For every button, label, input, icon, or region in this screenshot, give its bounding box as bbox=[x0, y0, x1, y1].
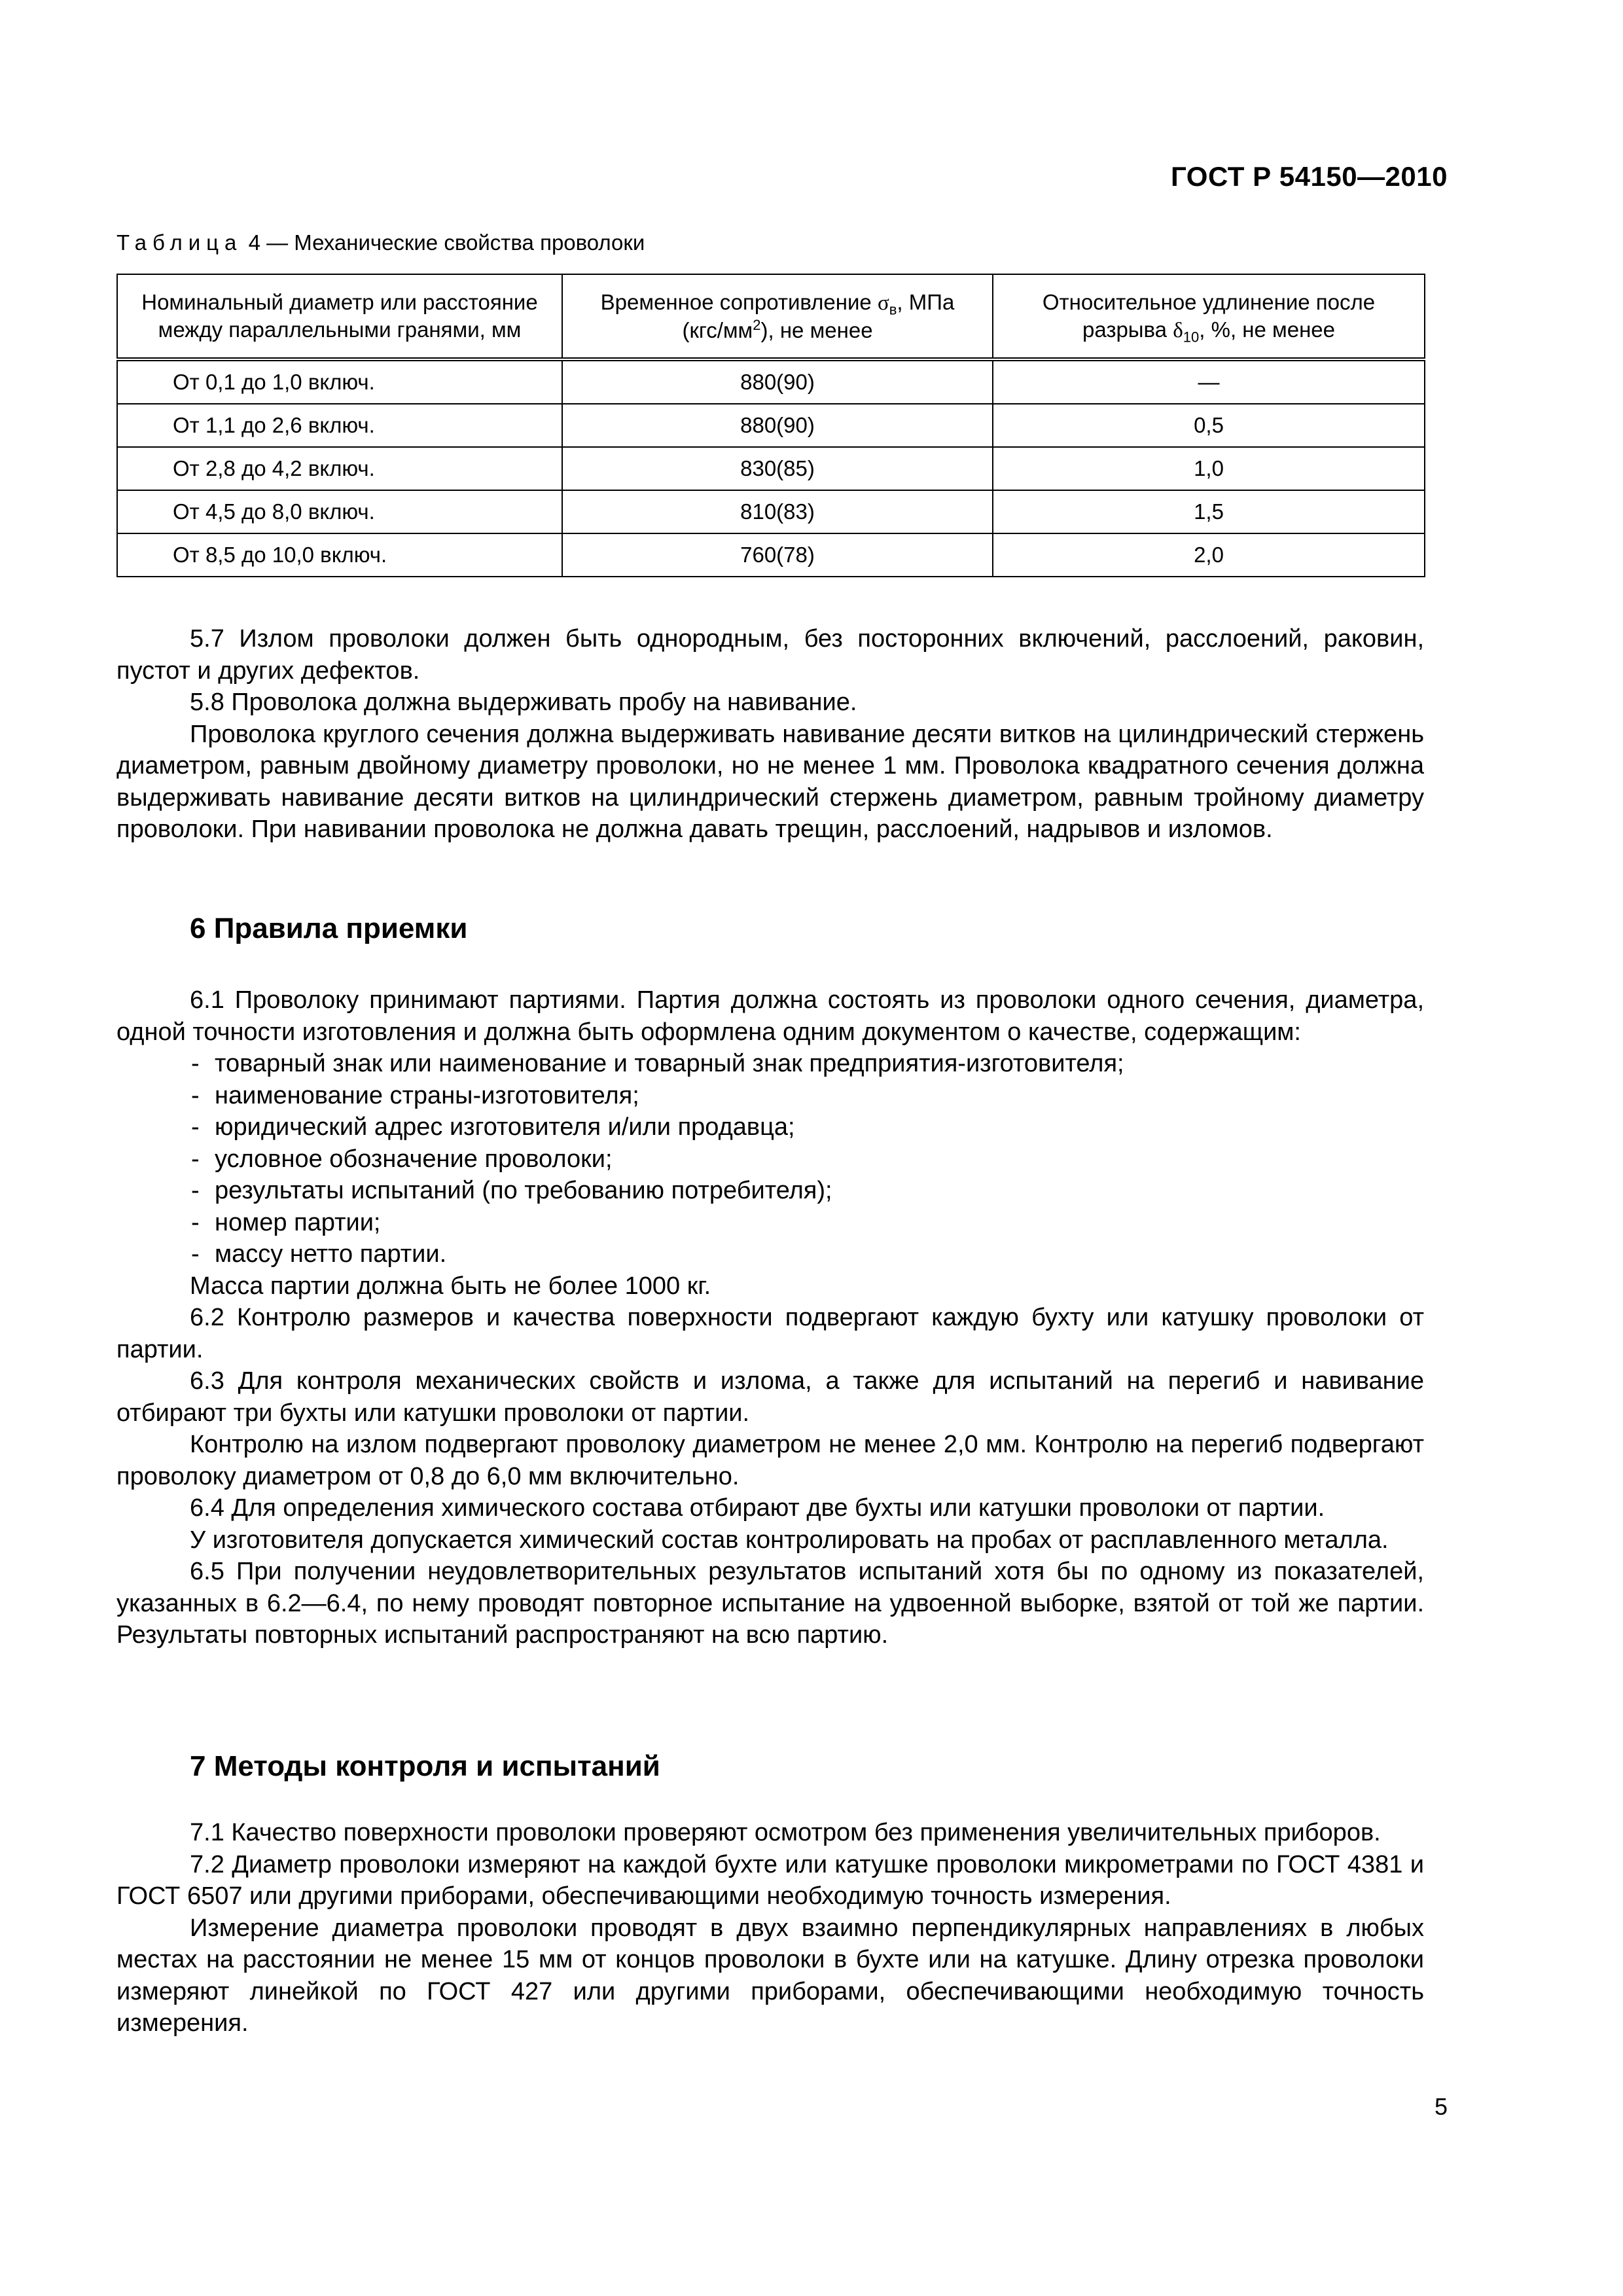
mechanical-properties-table bbox=[116, 274, 1425, 577]
list-item-text: результаты испытаний (по требованию потребителя); bbox=[215, 1177, 832, 1204]
table-header-row bbox=[117, 274, 1425, 359]
cell-elongation: 1,5 bbox=[993, 490, 1425, 533]
column-header-diameter bbox=[117, 274, 562, 359]
table-row bbox=[117, 359, 1425, 404]
cell-elongation: 1,0 bbox=[993, 447, 1425, 490]
cell-elongation: — bbox=[993, 359, 1425, 404]
cell-diameter: От 0,1 до 1,0 включ. bbox=[117, 359, 562, 404]
cell-elongation: 0,5 bbox=[993, 404, 1425, 447]
clause-6-3: 6.3 Для контроля механических свойств и излома, а также для испытаний на перегиб и навивание отбирают три бухты или катушки проволоки от партии. bbox=[116, 1367, 1424, 1427]
table-row bbox=[117, 533, 1425, 577]
cell-strength: 880(90) bbox=[562, 404, 993, 447]
section-6 bbox=[116, 912, 1424, 945]
page-number: 5 bbox=[1434, 2093, 1448, 2120]
clause-5-8: 5.8 Проволока должна выдерживать пробу на навивание. bbox=[190, 689, 857, 716]
header-text: Номинальный диаметр или расстояние bbox=[141, 290, 538, 314]
clause-6-1: 6.1 Проволоку принимают партиями. Партия должна состоять из проволоки одного сечения, диаметра, одной точности изготовления и должна быть оформлена одним документом о качестве, содержащим: bbox=[116, 986, 1424, 1046]
cell-elongation: 2,0 bbox=[993, 533, 1425, 577]
section-6-heading: 6 Правила приемки bbox=[190, 912, 468, 944]
header-text: , МПа bbox=[897, 289, 955, 314]
list-item-text: юридический адрес изготовителя и/или продавца; bbox=[215, 1113, 795, 1141]
header-text: ), не менее bbox=[760, 317, 873, 342]
list-item-text: массу нетто партии. bbox=[215, 1240, 447, 1268]
table-row bbox=[117, 404, 1425, 447]
header-text: между параллельными гранями, мм bbox=[158, 317, 522, 342]
superscript: 2 bbox=[753, 316, 761, 333]
document-code: ГОСТ Р 54150—2010 bbox=[1171, 161, 1448, 192]
table-caption bbox=[116, 230, 645, 255]
table-row bbox=[117, 490, 1425, 533]
clause-7-1: 7.1 Качество поверхности проволоки проверяют осмотром без применения увеличительных приборов. bbox=[190, 1819, 1381, 1846]
list-item bbox=[116, 1175, 1424, 1207]
list-item-text: номер партии; bbox=[215, 1208, 381, 1236]
list-item bbox=[116, 1207, 1424, 1239]
list-item bbox=[116, 1238, 1424, 1270]
clause-6-4-detail: У изготовителя допускается химический состав контролировать на пробах от расплавленного металла. bbox=[190, 1526, 1389, 1554]
section-7 bbox=[116, 1750, 1424, 1783]
cell-strength: 760(78) bbox=[562, 533, 993, 577]
cell-diameter: От 1,1 до 2,6 включ. bbox=[117, 404, 562, 447]
sigma-symbol: σ bbox=[877, 291, 889, 315]
subscript: в bbox=[889, 301, 897, 318]
header-text: разрыва bbox=[1082, 317, 1173, 342]
list-marker: - bbox=[191, 1145, 200, 1173]
list-item bbox=[116, 1143, 1424, 1175]
list-item-text: условное обозначение проволоки; bbox=[215, 1145, 613, 1173]
delta-symbol: δ bbox=[1173, 318, 1183, 342]
list-item bbox=[116, 1111, 1424, 1143]
list-marker: - bbox=[191, 1240, 200, 1268]
table-caption-number: 4 bbox=[248, 230, 260, 255]
cell-strength: 880(90) bbox=[562, 359, 993, 404]
cell-strength: 810(83) bbox=[562, 490, 993, 533]
cell-diameter: От 8,5 до 10,0 включ. bbox=[117, 533, 562, 577]
section-6-body bbox=[116, 984, 1424, 1651]
header-text: (кгс/мм bbox=[682, 317, 753, 342]
list-item bbox=[116, 1080, 1424, 1112]
section-7-heading: 7 Методы контроля и испытаний bbox=[190, 1750, 660, 1782]
clause-6-2: 6.2 Контролю размеров и качества поверхности подвергают каждую бухту или катушку проволоки от партии. bbox=[116, 1304, 1424, 1363]
quality-document-contents-list bbox=[116, 1048, 1424, 1270]
clause-5-8-detail: Проволока круглого сечения должна выдерживать навивание десяти витков на цилиндрический стержень диаметром, равным двойному диаметру проволоки, но не менее 1 мм. Проволока квадратного сечения должна выдерживать навивание десяти витков на цилиндрический стержень диаметром, равным тройному диаметру проволоки. При навивании проволока не должна давать трещин, расслоений, надрывов и изломов. bbox=[116, 720, 1424, 843]
table-caption-prefix: Таблица bbox=[116, 230, 243, 255]
list-marker: - bbox=[191, 1208, 200, 1236]
list-item-text: товарный знак или наименование и товарный знак предприятия-изготовителя; bbox=[215, 1050, 1124, 1077]
subscript: 10 bbox=[1183, 329, 1200, 346]
section-5-continuation bbox=[116, 623, 1424, 846]
table-caption-title: — Механические свойства проволоки bbox=[260, 230, 645, 255]
header-text: , %, не менее bbox=[1199, 317, 1335, 342]
header-text: Временное сопротивление bbox=[600, 289, 878, 314]
clause-7-2-detail: Измерение диаметра проволоки проводят в двух взаимно перпендикулярных направлениях в любых местах на расстоянии не менее 15 мм от концов проволоки в бухте или на катушке. Длину отрезка проволоки измеряют линейкой по ГОСТ 427 или другими приборами, обеспечивающими необходимую точность измерения. bbox=[116, 1914, 1424, 2037]
table-row bbox=[117, 447, 1425, 490]
column-header-tensile-strength bbox=[562, 274, 993, 359]
clause-5-7: 5.7 Излом проволоки должен быть однородным, без посторонних включений, расслоений, раковин, пустот и других дефектов. bbox=[116, 625, 1424, 685]
clause-7-2: 7.2 Диаметр проволоки измеряют на каждой бухте или катушке проволоки микрометрами по ГОСТ 4381 и ГОСТ 6507 или другими приборами, обеспечивающими необходимую точность измерения. bbox=[116, 1850, 1424, 1910]
clause-6-4: 6.4 Для определения химического состава отбирают две бухты или катушки проволоки от партии. bbox=[190, 1494, 1325, 1522]
cell-strength: 830(85) bbox=[562, 447, 993, 490]
column-header-elongation bbox=[993, 274, 1425, 359]
list-item-text: наименование страны-изготовителя; bbox=[215, 1081, 639, 1109]
list-marker: - bbox=[191, 1113, 200, 1141]
batch-mass-limit: Масса партии должна быть не более 1000 кг. bbox=[190, 1272, 711, 1300]
clause-6-3-detail: Контролю на излом подвергают проволоку диаметром не менее 2,0 мм. Контролю на перегиб подвергают проволоку диаметром от 0,8 до 6,0 мм включительно. bbox=[116, 1431, 1424, 1490]
clause-6-5: 6.5 При получении неудовлетворительных результатов испытаний хотя бы по одному из показателей, указанных в 6.2—6.4, по нему проводят повторное испытание на удвоенной выборке, взятой от той же партии. Результаты повторных испытаний распространяют на всю партию. bbox=[116, 1558, 1424, 1649]
list-marker: - bbox=[191, 1050, 200, 1077]
cell-diameter: От 4,5 до 8,0 включ. bbox=[117, 490, 562, 533]
cell-diameter: От 2,8 до 4,2 включ. bbox=[117, 447, 562, 490]
list-marker: - bbox=[191, 1177, 200, 1204]
header-text: Относительное удлинение после bbox=[1042, 289, 1376, 314]
list-marker: - bbox=[191, 1081, 200, 1109]
section-7-body bbox=[116, 1817, 1424, 2039]
list-item bbox=[116, 1048, 1424, 1080]
